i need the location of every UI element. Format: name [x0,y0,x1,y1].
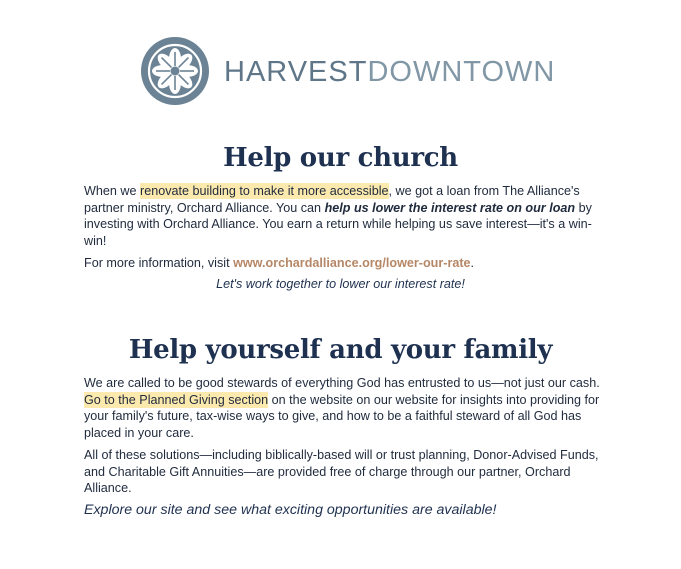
more-info-text: For more information, visit [84,256,234,270]
stewardship-start: We are called to be good stewards of everything God has entrusted to us—not just our cash. [84,376,600,390]
church-loan-paragraph [84,183,604,249]
church-p1-end: by investing with Orchard Alliance. You earn a return while helping us save interest—it's a win-win! [84,200,592,248]
more-info-paragraph [84,255,604,272]
church-tagline: Let's work together to lower our interest rate! [216,277,465,291]
family-section-title: Help yourself and your family [128,335,553,365]
brand-name-bold: HARVEST [224,55,368,88]
church-p1-start: When we [84,184,140,198]
renovation-highlight: renovate building to make it more accessible [140,184,389,198]
brand-name-light: DOWNTOWN [367,55,556,88]
planned-giving-highlight: Go to the Planned Giving section [84,392,269,407]
interest-rate-emphasis: help us lower the interest rate on our loan [324,200,576,215]
brand-header [141,36,555,106]
church-section-title: Help our church [223,143,458,173]
stewardship-end: on the website on our website for insights into providing for your family's future, tax-wise ways to give, and how to be a faithful steward of all God has placed in your care. [84,392,600,440]
stewardship-paragraph [84,375,604,441]
more-info-period: . [470,256,475,270]
brand-wordmark [224,55,556,88]
solutions-paragraph: All of these solutions—including biblically-based will or trust planning, Donor-Advised Funds, and Charitable Gift Annuities—are provided free of charge through our partner, Orchard Alliance. [84,448,599,495]
church-p1-middle: , we got a loan from The Alliance's partner ministry, Orchard Alliance. You can [84,184,580,215]
closing-call-to-action: Explore our site and see what exciting opportunities are available! [84,502,497,518]
orchard-alliance-link[interactable]: www.orchardalliance.org/lower-our-rate [233,256,471,270]
flower-emblem-icon [141,37,209,105]
